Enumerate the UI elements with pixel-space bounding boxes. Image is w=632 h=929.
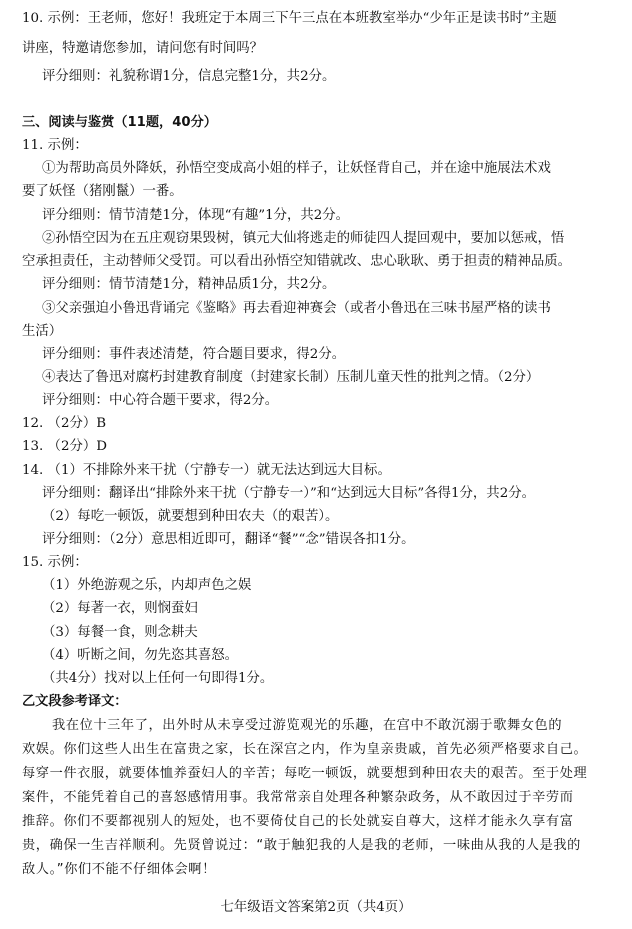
q15-scoring: （共4分）找对以上任何一句即得1分。 xyxy=(42,671,274,686)
q15-option4: （4）听断之间，勿先恣其喜怒。 xyxy=(42,648,238,663)
q11-item4-scoring: 评分细则：中心符合题干要求，得2分。 xyxy=(42,393,279,408)
section-heading: 三、阅读与鉴赏（11题，40分） xyxy=(22,115,217,130)
q11-item2-line2: 空承担责任，主动替师父受罚。可以看出孙悟空知错就改、忠心耿耿、勇于担责的精神品质。 xyxy=(22,254,572,269)
q13-answer: 13. （2分）D xyxy=(22,439,107,454)
q11-item1-scoring: 评分细则：情节清楚1分，体现“有趣”1分，共2分。 xyxy=(42,208,350,223)
q11-item3-scoring: 评分细则：事件表述清楚，符合题目要求，得2分。 xyxy=(42,347,346,362)
q15-option2: （2）每著一衣，则悯蚕妇 xyxy=(42,601,198,616)
translation-line5: 推辞。你们不要都视别人的短处，也不要倚仗自己的长处就妄自尊大，这样才能永久享有富 xyxy=(22,814,574,829)
q11-item3-line1: ③父亲强迫小鲁迅背诵完《鉴略》再去看迎神赛会（或者小鲁迅在三味书屋严格的读书 xyxy=(42,301,551,316)
q11-item1-line1: ①为帮助高员外降妖，孙悟空变成高小姐的样子，让妖怪背自己，并在途中施展法术戏 xyxy=(42,161,551,176)
translation-line1: 我在位十三年了，出外时从未享受过游览观光的乐趣，在宫中不敢沉溺于歌舞女色的 xyxy=(52,718,563,733)
q11-item1-line2: 要了妖怪（猪刚鬣）一番。 xyxy=(22,184,183,199)
q10-answer-line1: 10. 示例：王老师，您好！我班定于本周三下午三点在本班教室举办“少年正是读书时”主题 xyxy=(22,11,557,26)
q10-answer-line2: 讲座，特邀请您参加，请问您有时间吗？ xyxy=(22,41,264,56)
translation-heading: 乙文段参考译文： xyxy=(22,694,128,709)
q14-part2: （2）每吃一顿饭，就要想到种田农夫（的艰苦）。 xyxy=(42,509,339,524)
translation-line6: 贵，确保一生吉祥顺利。先贤曾说过：“敢于触犯我的人是我的老师，一味曲从我的人是我的 xyxy=(22,838,581,853)
q12-answer: 12. （2分）B xyxy=(22,416,107,431)
translation-line2: 欢娱。你们这些人出生在富贵之家，长在深宫之内，作为皇亲贵戚，首先必须严格要求自己。 xyxy=(22,742,588,757)
q11-label: 11. 示例： xyxy=(22,138,88,153)
q15-option3: （3）每餐一食，则念耕夫 xyxy=(42,625,198,640)
q11-item4: ④表达了鲁迅对腐朽封建教育制度（封建家长制）压制儿童天性的批判之情。（2分） xyxy=(42,370,540,385)
translation-line3: 每穿一件衣服，就要体恤养蚕妇人的辛苦；每吃一顿饭，就要想到种田农夫的艰苦。至于处理 xyxy=(22,766,588,781)
q11-item2-line1: ②孙悟空因为在五庄观窃果毁树，镇元大仙将逃走的师徒四人提回观中，要加以惩戒，悟 xyxy=(42,231,565,246)
q10-scoring: 评分细则：礼貌称谓1分，信息完整1分，共2分。 xyxy=(42,69,336,84)
translation-line4: 案件，不能凭着自己的喜怒感情用事。我常常亲自处理各种繁杂政务，从不敢因过于辛劳而 xyxy=(22,790,574,805)
q14-part2-scoring: 评分细则：（2分）意思相近即可，翻译“餐”“念”错误各扣1分。 xyxy=(42,532,415,547)
q15-option1: （1）外绝游观之乐，内却声色之娱 xyxy=(42,578,252,593)
q11-item3-line2: 生活） xyxy=(22,324,63,339)
q15-label: 15. 示例： xyxy=(22,555,88,570)
q14-part1: 14. （1）不排除外来干扰（宁静专一）就无法达到远大目标。 xyxy=(22,463,391,478)
page-footer: 七年级语文答案第2页（共4页） xyxy=(220,900,412,915)
translation-line7: 敌人。”你们不能不仔细体会啊！ xyxy=(22,862,216,877)
q11-item2-scoring: 评分细则：情节清楚1分，精神品质1分，共2分。 xyxy=(42,277,336,292)
q14-part1-scoring: 评分细则：翻译出“排除外来干扰（宁静专一）”和“达到远大目标”各得1分，共2分。 xyxy=(42,486,536,501)
